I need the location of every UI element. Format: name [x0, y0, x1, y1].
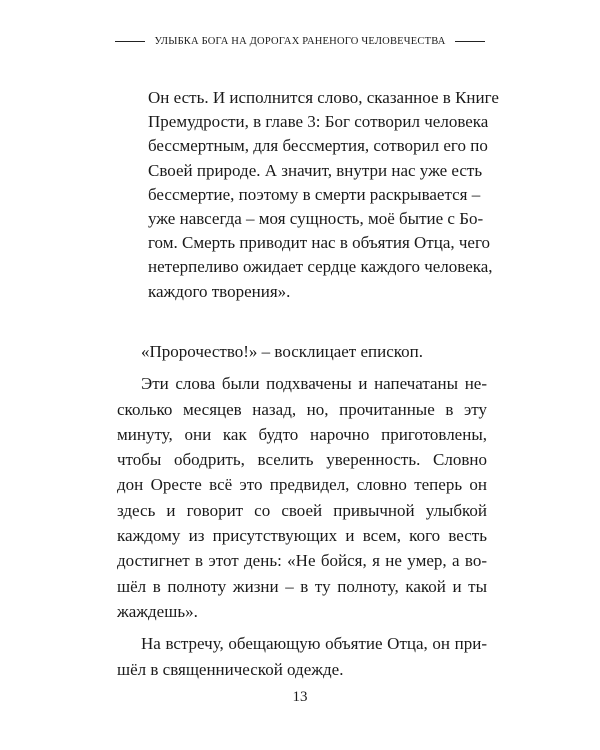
body-line: На встречу, обещающую объятие Отца, он при-: [141, 634, 487, 654]
header-rule-left: [115, 41, 145, 42]
quote-line: Премудрости, в главе 3: Бог сотворил человека: [148, 112, 489, 132]
quote-line: нетерпеливо ожидает сердце каждого человека,: [148, 257, 493, 277]
quote-line: уже навсегда – моя сущность, моё бытие с Бо-: [148, 209, 484, 229]
body-line: здесь и говорит со своей привычной улыбкой: [117, 500, 487, 520]
body-line: шёл в священнической одежде.: [117, 659, 344, 679]
body-line: дон Оресте всё это предвидел, словно теперь он: [117, 475, 487, 495]
body-line: чтобы ободрить, вселить уверенность. Словно: [117, 450, 487, 470]
body-line: каждому из присутствующих и всем, кого весть: [117, 526, 487, 546]
quote-block: [148, 86, 499, 304]
quote-line: Он есть. И исполнится слово, сказанное в Книге: [148, 88, 499, 107]
header-rule-right: [455, 41, 485, 42]
body-text: [117, 339, 487, 682]
body-line: сколько месяцев назад, но, прочитанные в эту: [117, 399, 487, 419]
quote-line: Своей природе. А значит, внутри нас уже есть: [148, 160, 483, 180]
quote-line: гом. Смерть приводит нас в объятия Отца, чего: [148, 233, 491, 253]
running-header-title: УЛЫБКА БОГА НА ДОРОГАХ РАНЕНОГО ЧЕЛОВЕЧЕСТВА: [154, 36, 446, 47]
body-line: шёл в полноту жизни – в ту полноту, какой и ты: [117, 576, 487, 596]
body-line: «Пророчество!» – восклицает епископ.: [141, 342, 424, 361]
body-line: минуту, они как будто нарочно приготовлены,: [117, 424, 487, 444]
paragraph-1: [117, 339, 487, 364]
paragraph-3: [117, 631, 487, 682]
running-header: [115, 36, 485, 47]
body-line: Эти слова были подхвачены и напечатаны не-: [141, 374, 487, 394]
quote-line: бессмертным, для бессмертия, сотворил его по: [148, 136, 488, 156]
body-line: жаждешь».: [117, 601, 198, 621]
quote-line: бессмертие, поэтому в смерти раскрывается –: [148, 184, 481, 204]
quote-line: каждого творения».: [148, 281, 291, 301]
page-number: 13: [292, 689, 308, 705]
paragraph-2: [117, 371, 487, 624]
body-line: достигнет в этот день: «Не бойся, я не умер, а во-: [117, 551, 487, 571]
